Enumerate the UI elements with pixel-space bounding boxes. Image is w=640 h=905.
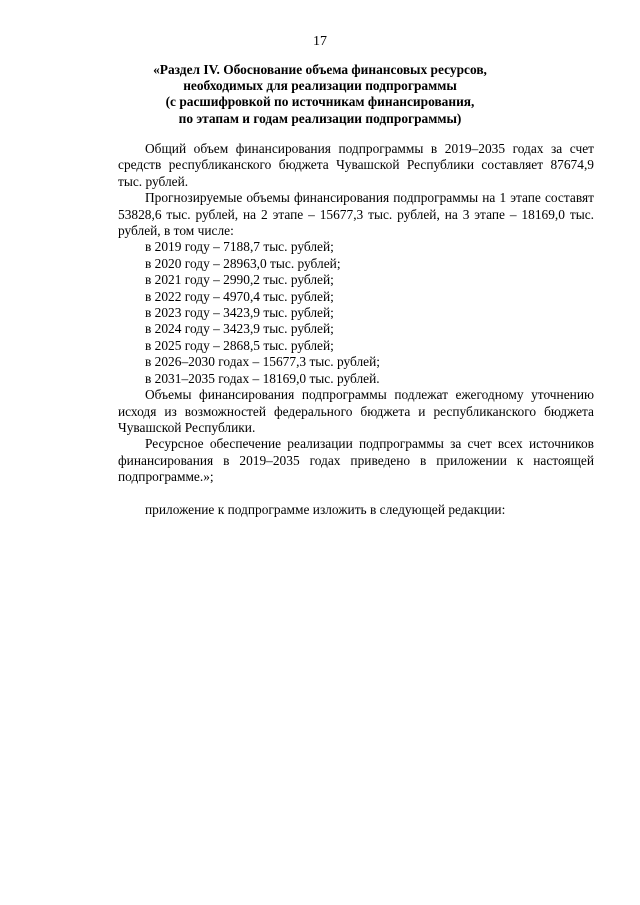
list-item: в 2019 году – 7188,7 тыс. рублей; — [145, 239, 334, 255]
spacer — [118, 486, 594, 502]
list-item: в 2021 году – 2990,2 тыс. рублей; — [145, 272, 334, 288]
list-item: в 2026–2030 годах – 15677,3 тыс. рублей; — [145, 354, 380, 370]
list-item: в 2024 году – 3423,9 тыс. рублей; — [145, 321, 334, 337]
page-number: 17 — [313, 34, 327, 49]
list-item: в 2020 году – 28963,0 тыс. рублей; — [145, 255, 341, 271]
yearly-funding-list — [118, 239, 594, 387]
paragraph-total-volume: Общий объем финансирования подпрограммы в 2019–2035 годах за счет средств республиканского бюджета Чувашской Республики составляет 87674,9 тыс. рублей. — [118, 141, 594, 189]
list-item: в 2025 году – 2868,5 тыс. рублей; — [145, 337, 334, 353]
list-item: в 2031–2035 годах – 18169,0 тыс. рублей. — [145, 370, 380, 386]
heading-line: по этапам и годам реализации подпрограммы) — [178, 110, 462, 126]
paragraph-annual-adjustment: Объемы финансирования подпрограммы подлежат ежегодному уточнению исходя из возможностей федерального бюджета и республиканского бюджета Чувашской Республики. — [118, 387, 594, 435]
section-heading — [96, 62, 544, 127]
document-body — [118, 141, 594, 518]
paragraph-resource-provision: Ресурсное обеспечение реализации подпрограммы за счет всех источников финансирования в 2019–2035 годах приведено в приложении к настоящей подпрограмме.»; — [118, 436, 594, 485]
list-item: в 2022 году – 4970,4 тыс. рублей; — [145, 288, 334, 304]
paragraph-appendix-note: приложение к подпрограмме изложить в следующей редакции: — [145, 501, 506, 517]
list-item: в 2023 году – 3423,9 тыс. рублей; — [145, 305, 334, 321]
heading-line: необходимых для реализации подпрограммы — [183, 78, 457, 94]
paragraph-forecast: Прогнозируемые объемы финансирования подпрограммы на 1 этапе составят 53828,6 тыс. рублей, на 2 этапе – 15677,3 тыс. рублей, на 3 этапе – 18169,0 тыс. рублей, в том числе: — [118, 190, 594, 239]
heading-line: (с расшифровкой по источникам финансирования, — [165, 94, 475, 110]
heading-line: «Раздел IV. Обоснование объема финансовых ресурсов, — [153, 62, 487, 77]
